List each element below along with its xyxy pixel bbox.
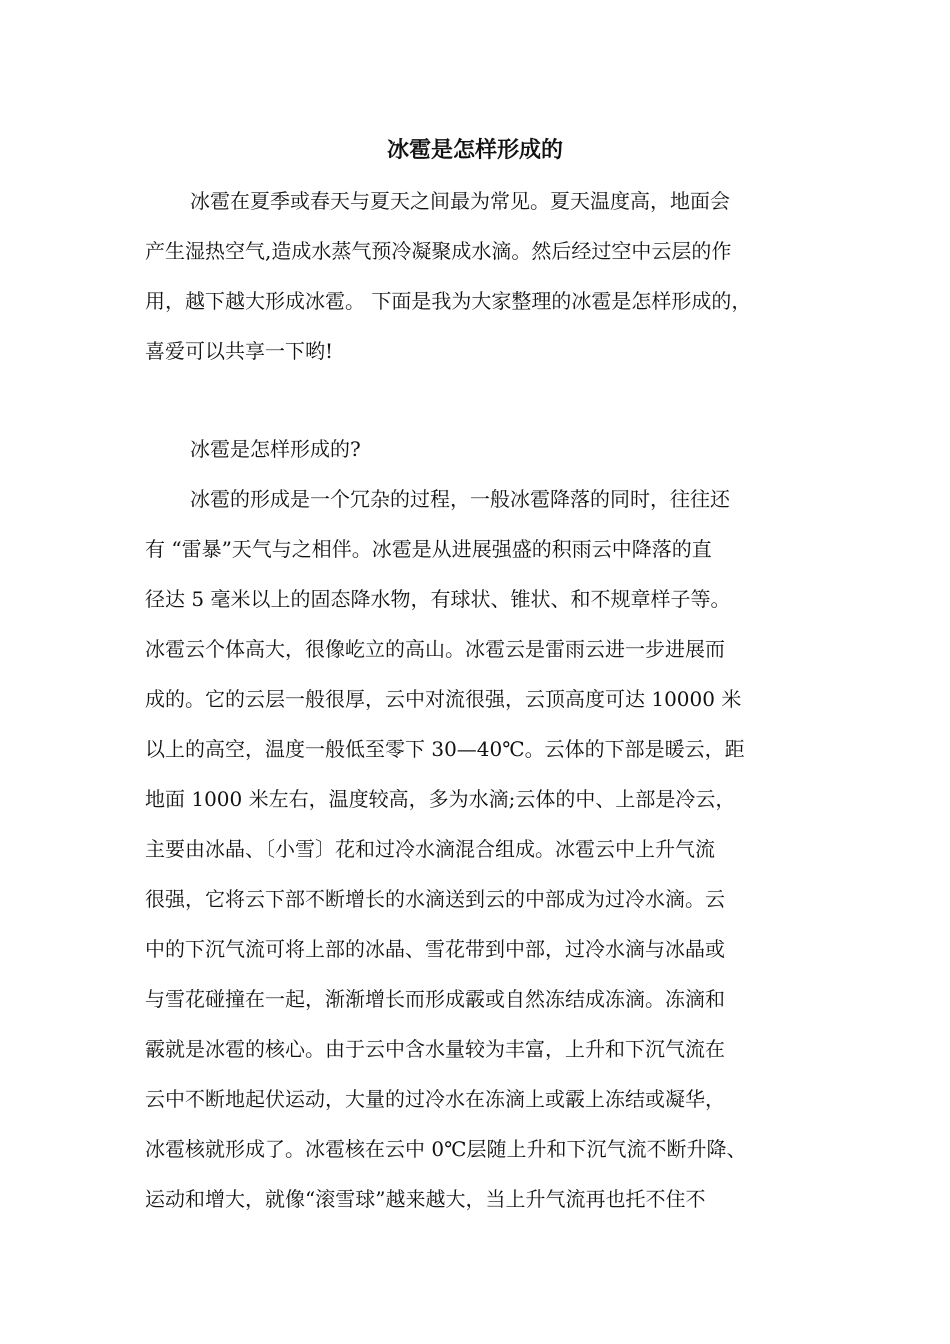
- document-title: 冰雹是怎样形成的: [386, 137, 563, 163]
- intro-line-4: 喜爱可以共享一下哟!: [145, 339, 334, 363]
- body-line-12: 霰就是冰雹的核心。由于云中含水量较为丰富，上升和下沉气流在: [145, 1037, 725, 1061]
- body-line-1: 冰雹的形成是一个冗杂的过程，一般冰雹降落的同时，往往还: [190, 487, 730, 511]
- intro-line-3: 用，越下越大形成冰雹。 下面是我为大家整理的冰雹是怎样形成的，: [145, 289, 752, 313]
- body-line-10: 中的下沉气流可将上部的冰晶、雪花带到中部，过冷水滴与冰晶或: [145, 937, 725, 961]
- intro-line-2: 产生湿热空气,造成水蒸气预冷凝聚成水滴。然后经过空中云层的作: [145, 239, 732, 263]
- body-line-13: 云中不断地起伏运动，大量的过冷水在冻滴上或霰上冻结或凝华，: [145, 1087, 725, 1111]
- body-line-5: 成的。它的云层一般很厚，云中对流很强，云顶高度可达 10000 米: [145, 687, 742, 711]
- body-line-8: 主要由冰晶、〔小雪〕花和过冷水滴混合组成。冰雹云中上升气流: [145, 837, 715, 861]
- body-line-11: 与雪花碰撞在一起，渐渐增长而形成霰或自然冻结成冻滴。冻滴和: [145, 987, 725, 1011]
- body-line-6: 以上的高空，温度一般低至零下 30—40℃。云体的下部是暖云，距: [145, 737, 745, 761]
- body-line-4: 冰雹云个体高大，很像屹立的高山。冰雹云是雷雨云进一步进展而: [145, 637, 725, 661]
- body-line-3: 径达 5 毫米以上的固态降水物，有球状、锥状、和不规章样子等。: [145, 587, 731, 611]
- body-line-15: 运动和增大，就像“滚雪球”越来越大，当上升气流再也托不住不: [145, 1187, 706, 1211]
- body-line-14: 冰雹核就形成了。冰雹核在云中 0℃层随上升和下沉气流不断升降、: [145, 1137, 747, 1161]
- body-line-2: 有 “雷暴”天气与之相伴。冰雹是从进展强盛的积雨云中降落的直: [145, 537, 712, 561]
- section-question: 冰雹是怎样形成的?: [190, 437, 361, 461]
- body-line-7: 地面 1000 米左右，温度较高，多为水滴;云体的中、上部是冷云，: [145, 787, 736, 811]
- body-line-9: 很强，它将云下部不断增长的水滴送到云的中部成为过冷水滴。云: [145, 887, 725, 911]
- intro-line-1: 冰雹在夏季或春天与夏天之间最为常见。夏天温度高，地面会: [190, 189, 730, 213]
